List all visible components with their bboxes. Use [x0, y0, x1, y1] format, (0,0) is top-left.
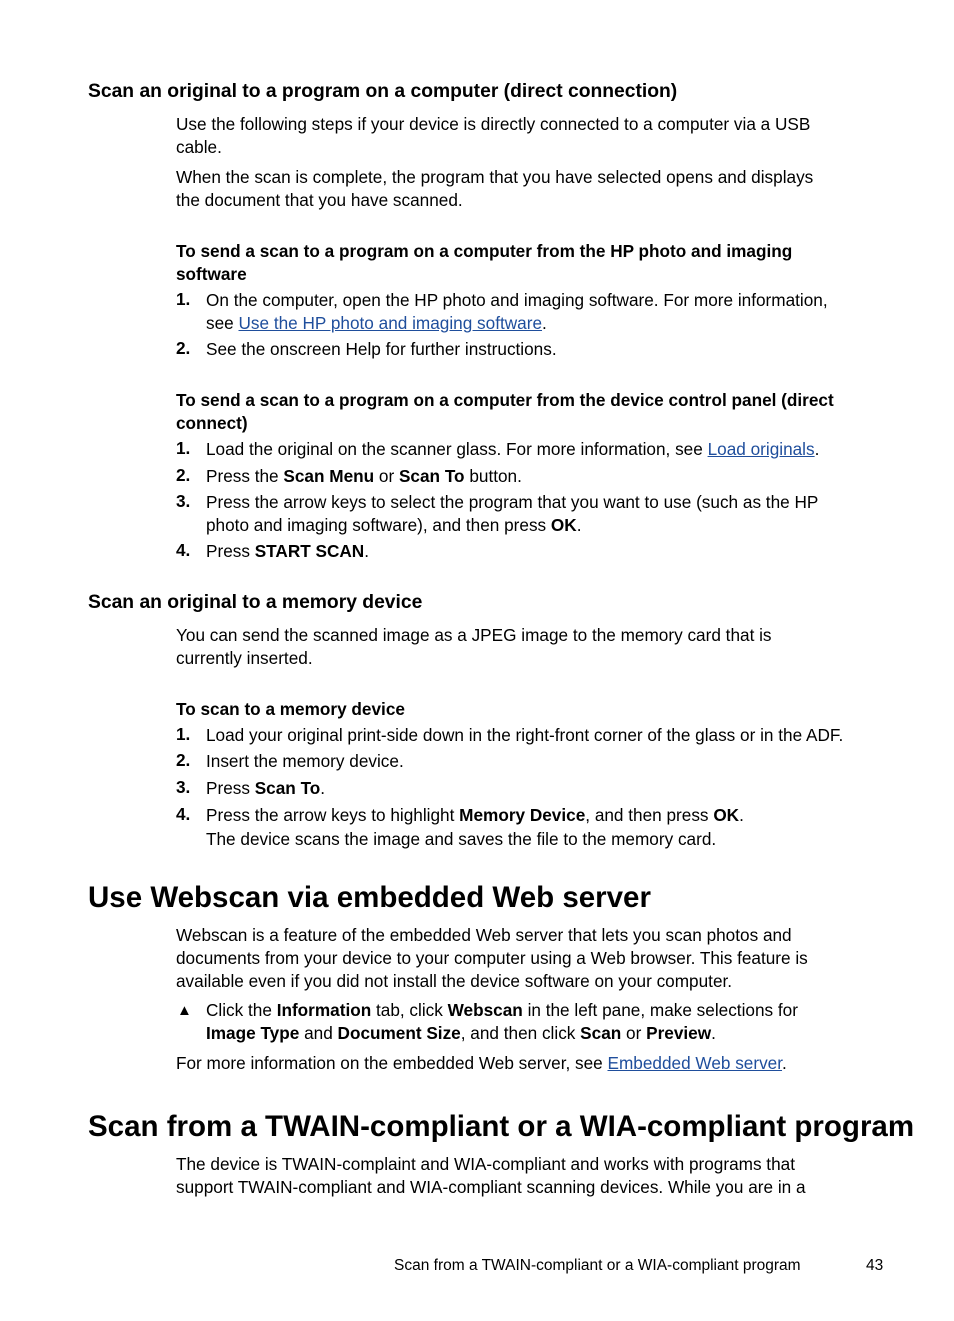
step-text-part: in the left pane, make selections for: [522, 1000, 798, 1020]
period: .: [364, 541, 369, 561]
period: .: [739, 805, 744, 825]
paragraph-line: Webscan is a feature of the embedded Web server that lets you scan photos and: [176, 925, 792, 945]
section-heading-scan-to-program: Scan an original to a program on a computer (direct connection): [88, 81, 678, 102]
step-number: 3.: [176, 777, 191, 797]
procedure-title: To send a scan to a program on a computer from the HP photo and imaging: [176, 241, 793, 261]
ui-term: Scan To: [398, 466, 465, 486]
step-number: 2.: [176, 338, 191, 358]
triangle-bullet-icon: ▲: [177, 1002, 192, 1019]
link-load-originals[interactable]: Load originals: [707, 439, 815, 459]
chapter-heading-twain-wia: Scan from a TWAIN-compliant or a WIA-compliant program: [88, 1110, 915, 1143]
step-text: See the onscreen Help for further instructions.: [206, 339, 557, 359]
step-text: [206, 514, 581, 537]
step-number: 1.: [176, 438, 191, 458]
paragraph-line: [176, 1052, 787, 1075]
step-number: 1.: [176, 724, 191, 744]
step-text-part: For more information on the embedded Web server, see: [176, 1053, 608, 1073]
step-text: [206, 312, 547, 335]
paragraph-line: When the scan is complete, the program that you have selected opens and displays: [176, 167, 814, 187]
step-text-part: Press the: [206, 466, 284, 486]
ui-term: OK: [713, 805, 740, 825]
section-heading-memory-device: Scan an original to a memory device: [88, 592, 423, 613]
period: .: [320, 778, 326, 798]
step-number: 2.: [176, 465, 191, 485]
step-number: 4.: [176, 804, 191, 824]
step-text-part: see: [206, 313, 239, 333]
step-text: Insert the memory device.: [206, 751, 404, 771]
step-text: [206, 777, 325, 800]
procedure-title: To scan to a memory device: [176, 699, 405, 719]
step-text-part: button.: [464, 466, 522, 486]
paragraph-line: Use the following steps if your device is directly connected to a computer via a USB: [176, 114, 811, 134]
ui-term: Document Size: [337, 1023, 461, 1043]
ui-term: Webscan: [447, 1000, 523, 1020]
step-text-part: Press: [206, 541, 255, 561]
ui-term: Scan Menu: [283, 466, 375, 486]
step-text-part: or: [374, 466, 399, 486]
paragraph-line: documents from your device to your computer using a Web browser. This feature is: [176, 948, 808, 968]
procedure-title: connect): [176, 413, 248, 433]
step-text-part: tab, click: [371, 1000, 448, 1020]
step-text-part: photo and imaging software), and then press: [206, 515, 551, 535]
step-text-part: or: [621, 1023, 647, 1043]
step-text: On the computer, open the HP photo and imaging software. For more information,: [206, 290, 828, 310]
step-text: [206, 999, 798, 1022]
period: .: [782, 1053, 787, 1073]
footer-title: Scan from a TWAIN-compliant or a WIA-compliant program: [394, 1257, 801, 1274]
step-text: [206, 540, 369, 563]
period: .: [576, 515, 582, 535]
step-number: 3.: [176, 491, 191, 511]
step-text: Press the arrow keys to select the program that you want to use (such as the HP: [206, 492, 819, 512]
step-number: 2.: [176, 750, 191, 770]
paragraph-line: The device is TWAIN-complaint and WIA-compliant and works with programs that: [176, 1154, 795, 1174]
paragraph-line: currently inserted.: [176, 648, 313, 668]
step-result: The device scans the image and saves the file to the memory card.: [206, 829, 717, 849]
procedure-title: To send a scan to a program on a computer from the device control panel (direct: [176, 390, 834, 410]
ui-term: Image Type: [206, 1023, 300, 1043]
step-text: [206, 438, 819, 461]
step-text: [206, 465, 522, 488]
period: .: [542, 313, 547, 333]
link-use-hp-software[interactable]: Use the HP photo and imaging software: [238, 313, 543, 333]
paragraph-line: cable.: [176, 137, 222, 157]
paragraph-line: support TWAIN-compliant and WIA-compliant scanning devices. While you are in a: [176, 1177, 806, 1197]
ui-term: Preview: [646, 1023, 712, 1043]
step-number: 1.: [176, 289, 191, 309]
step-text: Load your original print-side down in the right-front corner of the glass or in the ADF.: [206, 725, 844, 745]
step-text-part: and: [299, 1023, 338, 1043]
paragraph-line: the document that you have scanned.: [176, 190, 463, 210]
step-text: [206, 1022, 716, 1045]
period: .: [711, 1023, 716, 1043]
link-embedded-web-server[interactable]: Embedded Web server: [607, 1053, 783, 1073]
step-text-part: Click the: [206, 1000, 277, 1020]
chapter-heading-webscan: Use Webscan via embedded Web server: [88, 881, 651, 914]
procedure-title: software: [176, 264, 247, 284]
step-text-part: Press the arrow keys to highlight: [206, 805, 460, 825]
paragraph-line: available even if you did not install the device software on your computer.: [176, 971, 733, 991]
ui-term: Scan: [580, 1023, 622, 1043]
ui-term: Memory Device: [459, 805, 586, 825]
paragraph-line: You can send the scanned image as a JPEG image to the memory card that is: [176, 625, 772, 645]
ui-term: OK: [550, 515, 577, 535]
step-text-part: , and then click: [460, 1023, 581, 1043]
ui-term: START SCAN: [254, 541, 365, 561]
step-text: [206, 804, 744, 827]
step-number: 4.: [176, 540, 191, 560]
step-text-part: Load the original on the scanner glass. For more information, see: [206, 439, 708, 459]
ui-term: Scan To: [254, 778, 321, 798]
period: .: [814, 439, 820, 459]
step-text-part: Press: [206, 778, 255, 798]
step-text-part: , and then press: [585, 805, 714, 825]
page-number: 43: [866, 1257, 884, 1274]
ui-term: Information: [276, 1000, 372, 1020]
